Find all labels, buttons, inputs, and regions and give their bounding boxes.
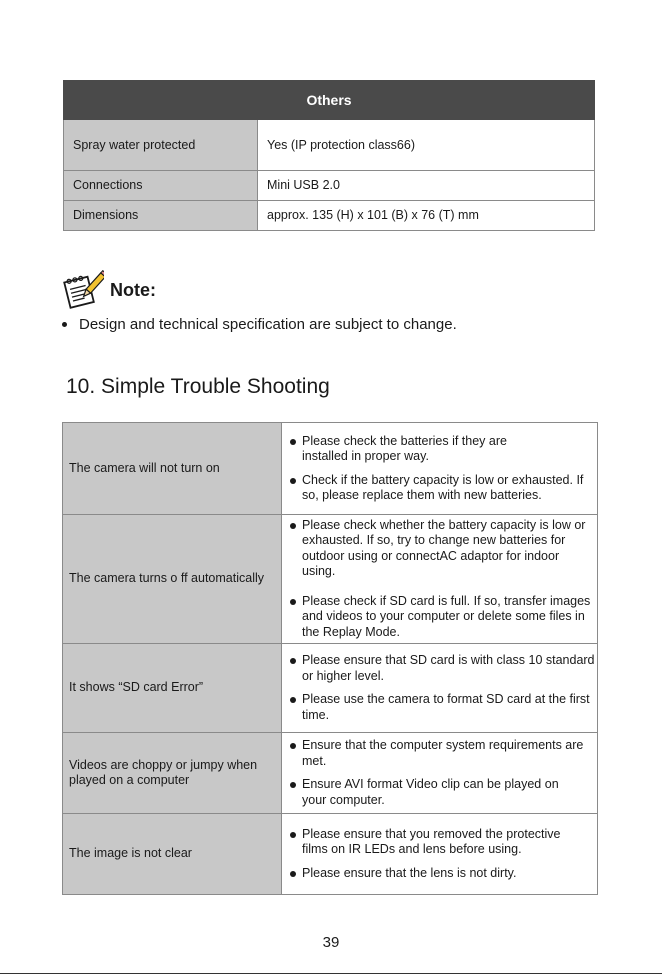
solution-item: Check if the battery capacity is low or exhausted. If so, please replace them with new batteries. xyxy=(290,473,595,504)
problem-cell: The image is not clear xyxy=(63,814,282,895)
solution-item: Ensure AVI format Video clip can be played on your computer. xyxy=(290,777,595,808)
note-title: Note: xyxy=(110,279,156,300)
solution-cell xyxy=(282,814,598,895)
others-spec-table xyxy=(63,80,595,231)
table-row xyxy=(63,733,598,814)
table-row xyxy=(63,814,598,895)
bottom-divider xyxy=(0,973,662,974)
bullet-icon xyxy=(62,322,67,327)
solution-cell xyxy=(282,733,598,814)
spec-row xyxy=(64,171,595,201)
solution-item: Please use the camera to format SD card at the first time. xyxy=(290,692,595,723)
table-row xyxy=(63,423,598,515)
spec-value: Mini USB 2.0 xyxy=(258,171,595,201)
others-header-row xyxy=(64,81,595,120)
solution-cell xyxy=(282,644,598,733)
solution-item: Ensure that the computer system requirements are met. xyxy=(290,738,595,769)
section-title: 10. Simple Trouble Shooting xyxy=(66,375,330,398)
spec-label: Dimensions xyxy=(64,201,258,231)
problem-cell: The camera will not turn on xyxy=(63,423,282,515)
solution-item: Please check if SD card is full. If so, transfer images and videos to your computer or delete some files in the Replay Mode. xyxy=(290,594,595,641)
notepad-pencil-icon xyxy=(62,270,104,310)
spec-row xyxy=(64,201,595,231)
spec-row xyxy=(64,120,595,171)
others-header: Others xyxy=(64,81,595,120)
troubleshooting-table xyxy=(62,422,598,895)
page-number: 39 xyxy=(322,934,340,951)
table-row xyxy=(63,515,598,644)
solution-item: Please ensure that you removed the protective films on IR LEDs and lens before using. xyxy=(290,827,595,858)
solution-item: Please ensure that the lens is not dirty. xyxy=(290,866,595,882)
note-text: Design and technical specification are subject to change. xyxy=(79,316,457,333)
note-bullet xyxy=(62,316,457,333)
spec-value: approx. 135 (H) x 101 (B) x 76 (T) mm xyxy=(258,201,595,231)
problem-cell: The camera turns o ff automatically xyxy=(63,515,282,644)
spec-label: Spray water protected xyxy=(64,120,258,171)
problem-cell: Videos are choppy or jumpy when played on a computer xyxy=(63,733,282,814)
solution-item: Please check whether the battery capacity is low or exhausted. If so, try to change new batteries for outdoor using or connectAC adaptor for indoor using. xyxy=(290,518,595,580)
spec-value: Yes (IP protection class66) xyxy=(258,120,595,171)
spec-label: Connections xyxy=(64,171,258,201)
solution-item: Please check the batteries if they are installed in proper way. xyxy=(290,434,595,465)
problem-cell: It shows “SD card Error” xyxy=(63,644,282,733)
solution-cell xyxy=(282,515,598,644)
note-heading xyxy=(62,270,156,310)
table-row xyxy=(63,644,598,733)
solution-cell xyxy=(282,423,598,515)
solution-item: Please ensure that SD card is with class 10 standard or higher level. xyxy=(290,653,595,684)
